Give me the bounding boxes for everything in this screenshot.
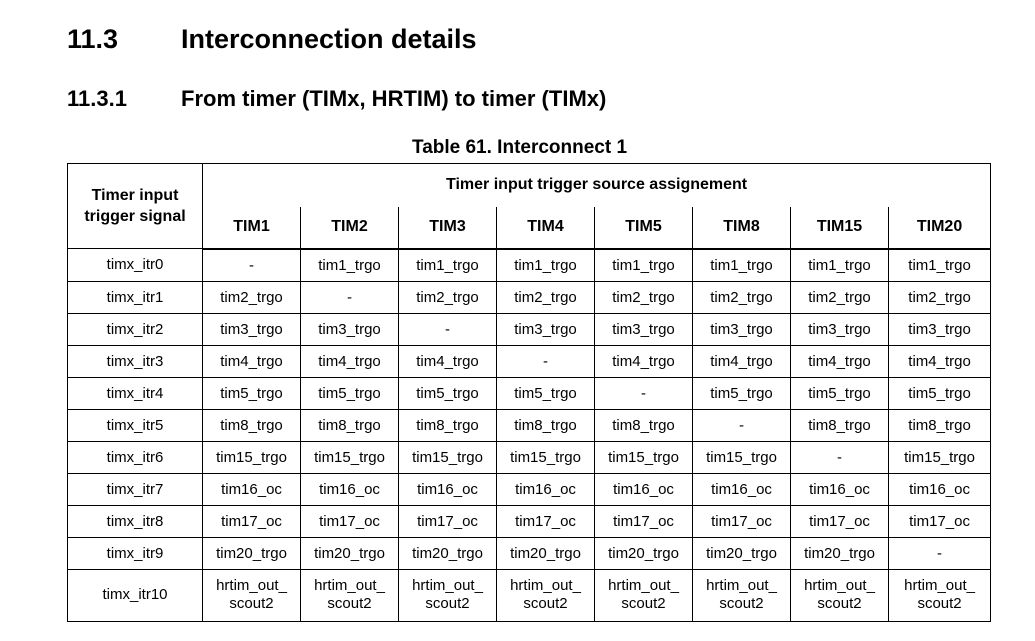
table-row: [68, 281, 991, 313]
table-cell: tim16_oc: [595, 473, 693, 505]
table-cell: tim20_trgo: [693, 537, 791, 569]
cell-line: scout2: [425, 595, 470, 612]
subsection-title: From timer (TIMx, HRTIM) to timer (TIMx): [181, 86, 607, 111]
column-header-tim4: TIM4: [497, 207, 595, 249]
table-cell: tim16_oc: [889, 473, 991, 505]
table-cell: -: [497, 345, 595, 377]
table-cell: -: [791, 441, 889, 473]
table-row: [68, 473, 991, 505]
table-cell: tim8_trgo: [791, 409, 889, 441]
table-cell: -: [203, 249, 301, 282]
table-cell: tim17_oc: [595, 505, 693, 537]
row-signal-cell: timx_itr3: [68, 345, 203, 377]
table-cell: tim16_oc: [693, 473, 791, 505]
table-row: [68, 569, 991, 621]
table-cell: tim5_trgo: [203, 377, 301, 409]
table-cell: tim20_trgo: [301, 537, 399, 569]
table-cell: [399, 569, 497, 621]
table-cell: tim4_trgo: [301, 345, 399, 377]
table-cell: tim8_trgo: [399, 409, 497, 441]
table-cell: tim16_oc: [791, 473, 889, 505]
table-cell: -: [693, 409, 791, 441]
table-cell: tim16_oc: [203, 473, 301, 505]
column-header-tim5: TIM5: [595, 207, 693, 249]
row-signal-cell: timx_itr0: [68, 249, 203, 282]
table-cell: tim4_trgo: [399, 345, 497, 377]
table-cell: tim2_trgo: [595, 281, 693, 313]
table-cell: tim8_trgo: [889, 409, 991, 441]
table-cell: tim8_trgo: [497, 409, 595, 441]
table-cell: tim5_trgo: [693, 377, 791, 409]
table-cell: [693, 569, 791, 621]
table-cell: tim16_oc: [399, 473, 497, 505]
table-row: [68, 345, 991, 377]
section-number: 11.3: [67, 24, 119, 54]
cell-line: hrtim_out_: [804, 577, 875, 594]
table-cell: tim2_trgo: [497, 281, 595, 313]
table-cell: tim15_trgo: [889, 441, 991, 473]
table-cell: tim2_trgo: [693, 281, 791, 313]
cell-line: scout2: [229, 595, 274, 612]
cell-line: scout2: [719, 595, 764, 612]
row-signal-cell: timx_itr6: [68, 441, 203, 473]
table-cell: tim2_trgo: [399, 281, 497, 313]
table-row: [68, 377, 991, 409]
table-cell: tim1_trgo: [889, 249, 991, 282]
row-signal-cell: timx_itr5: [68, 409, 203, 441]
table-row: [68, 441, 991, 473]
column-header-tim15: TIM15: [791, 207, 889, 249]
section-title: Interconnection details: [181, 24, 477, 54]
table-row: [68, 313, 991, 345]
table-cell: tim3_trgo: [203, 313, 301, 345]
table-cell: tim3_trgo: [791, 313, 889, 345]
table-cell: tim4_trgo: [889, 345, 991, 377]
column-header-tim20: TIM20: [889, 207, 991, 249]
table-cell: tim17_oc: [791, 505, 889, 537]
table-cell: tim5_trgo: [301, 377, 399, 409]
table-cell: tim20_trgo: [399, 537, 497, 569]
table-cell: tim4_trgo: [203, 345, 301, 377]
table-row: [68, 505, 991, 537]
row-signal-cell: timx_itr8: [68, 505, 203, 537]
table-cell: tim17_oc: [203, 505, 301, 537]
table-cell: [497, 569, 595, 621]
table-row: [68, 409, 991, 441]
table-cell: -: [595, 377, 693, 409]
column-header-tim8: TIM8: [693, 207, 791, 249]
table-cell: tim2_trgo: [791, 281, 889, 313]
table-cell: tim1_trgo: [301, 249, 399, 282]
table-cell: [203, 569, 301, 621]
column-header-tim2: TIM2: [301, 207, 399, 249]
table-cell: tim1_trgo: [399, 249, 497, 282]
cell-line: scout2: [523, 595, 568, 612]
table-cell: [301, 569, 399, 621]
table-cell: tim17_oc: [889, 505, 991, 537]
cell-line: hrtim_out_: [904, 577, 975, 594]
table-cell: tim20_trgo: [791, 537, 889, 569]
table-cell: tim1_trgo: [497, 249, 595, 282]
cell-line: hrtim_out_: [510, 577, 581, 594]
table-cell: tim17_oc: [301, 505, 399, 537]
group-header: Timer input trigger source assignement: [203, 164, 991, 207]
column-header-tim3: TIM3: [399, 207, 497, 249]
table-cell: tim15_trgo: [693, 441, 791, 473]
table-cell: tim1_trgo: [595, 249, 693, 282]
table-cell: tim3_trgo: [497, 313, 595, 345]
table-cell: tim15_trgo: [595, 441, 693, 473]
table-cell: tim2_trgo: [889, 281, 991, 313]
table-cell: tim5_trgo: [399, 377, 497, 409]
table-cell: tim15_trgo: [497, 441, 595, 473]
table-row: [68, 249, 991, 282]
row-signal-cell: timx_itr7: [68, 473, 203, 505]
row-header-label: [68, 164, 203, 249]
table-cell: tim17_oc: [693, 505, 791, 537]
table-cell: tim5_trgo: [791, 377, 889, 409]
cell-line: hrtim_out_: [314, 577, 385, 594]
cell-line: hrtim_out_: [412, 577, 483, 594]
table-cell: [595, 569, 693, 621]
interconnect-table: [67, 163, 991, 622]
table-cell: -: [399, 313, 497, 345]
table-cell: tim15_trgo: [399, 441, 497, 473]
table-cell: tim4_trgo: [791, 345, 889, 377]
table-cell: tim16_oc: [301, 473, 399, 505]
table-row: [68, 537, 991, 569]
table-cell: tim3_trgo: [889, 313, 991, 345]
row-signal-cell: timx_itr4: [68, 377, 203, 409]
cell-line: scout2: [621, 595, 666, 612]
cell-line: scout2: [327, 595, 372, 612]
table-cell: tim5_trgo: [497, 377, 595, 409]
table-cell: tim2_trgo: [203, 281, 301, 313]
cell-line: hrtim_out_: [216, 577, 287, 594]
row-signal-cell: timx_itr1: [68, 281, 203, 313]
table-cell: [889, 569, 991, 621]
table-cell: -: [889, 537, 991, 569]
table-cell: tim16_oc: [497, 473, 595, 505]
table-caption: Table 61. Interconnect 1: [412, 137, 628, 158]
table-cell: tim3_trgo: [595, 313, 693, 345]
table-cell: tim5_trgo: [889, 377, 991, 409]
table-cell: tim1_trgo: [693, 249, 791, 282]
table-cell: tim17_oc: [399, 505, 497, 537]
row-signal-cell: timx_itr2: [68, 313, 203, 345]
table-cell: tim15_trgo: [301, 441, 399, 473]
table-cell: tim17_oc: [497, 505, 595, 537]
table-cell: tim4_trgo: [595, 345, 693, 377]
table-cell: tim4_trgo: [693, 345, 791, 377]
table-cell: tim1_trgo: [791, 249, 889, 282]
row-signal-cell: timx_itr9: [68, 537, 203, 569]
table-cell: -: [301, 281, 399, 313]
table-cell: tim20_trgo: [595, 537, 693, 569]
table-cell: tim8_trgo: [203, 409, 301, 441]
cell-line: hrtim_out_: [608, 577, 679, 594]
table-cell: tim20_trgo: [203, 537, 301, 569]
row-header-label-text: Timer input trigger signal: [84, 187, 186, 225]
table-cell: tim20_trgo: [497, 537, 595, 569]
column-header-tim1: TIM1: [203, 207, 301, 249]
table-cell: tim15_trgo: [203, 441, 301, 473]
cell-line: scout2: [917, 595, 962, 612]
cell-line: scout2: [817, 595, 862, 612]
table-cell: tim3_trgo: [301, 313, 399, 345]
cell-line: hrtim_out_: [706, 577, 777, 594]
table-cell: tim3_trgo: [693, 313, 791, 345]
table-cell: [791, 569, 889, 621]
table-cell: tim8_trgo: [301, 409, 399, 441]
table-cell: tim8_trgo: [595, 409, 693, 441]
subsection-number: 11.3.1: [67, 86, 127, 111]
row-signal-cell: timx_itr10: [68, 569, 203, 621]
